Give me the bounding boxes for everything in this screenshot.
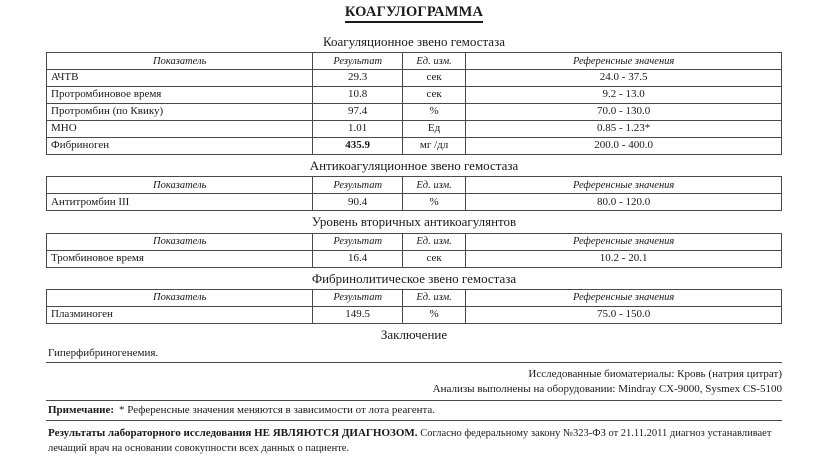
- results-table: [46, 176, 782, 211]
- conclusion-text: Гиперфибриногенемия.: [46, 346, 782, 363]
- section-heading: Коагуляционное звено гемостаза: [323, 33, 505, 49]
- column-header-result: Результат: [313, 177, 402, 194]
- table-header-row: [47, 53, 782, 70]
- results-table: [46, 233, 782, 268]
- disclaimer-block: [46, 426, 782, 457]
- table-row: [47, 121, 782, 138]
- cell-indicator-name: Протромбиновое время: [47, 87, 313, 104]
- column-header-reference: Референсные значения: [466, 233, 782, 250]
- section-heading: Фибринолитическое звено гемостаза: [311, 270, 517, 286]
- table-header-row: [47, 177, 782, 194]
- cell-unit: %: [402, 306, 465, 323]
- table-header-row: [47, 289, 782, 306]
- column-header-reference: Референсные значения: [466, 289, 782, 306]
- cell-reference-range: 75.0 - 150.0: [466, 306, 782, 323]
- results-table: [46, 52, 782, 155]
- section-heading: Антикоагуляционное звено гемостаза: [309, 158, 519, 174]
- cell-unit: сек: [402, 70, 465, 87]
- column-header-name: Показатель: [47, 177, 313, 194]
- column-header-reference: Референсные значения: [466, 177, 782, 194]
- sections-container: [46, 33, 782, 324]
- page-title: [46, 0, 782, 21]
- cell-reference-range: 10.2 - 20.1: [466, 250, 782, 267]
- column-header-unit: Ед. изм.: [402, 233, 465, 250]
- cell-unit: %: [402, 104, 465, 121]
- cell-result-value: 29.3: [313, 70, 402, 87]
- cell-indicator-name: Антитромбин III: [47, 194, 313, 211]
- cell-indicator-name: МНО: [47, 121, 313, 138]
- cell-result-value: 16.4: [313, 250, 402, 267]
- table-row: [47, 194, 782, 211]
- cell-reference-range: 70.0 - 130.0: [466, 104, 782, 121]
- page-title-text: КОАГУЛОГРАММА: [345, 4, 483, 23]
- table-row: [47, 70, 782, 87]
- cell-reference-range: 0.85 - 1.23*: [466, 121, 782, 138]
- disclaimer-strong: Результаты лабораторного исследования НЕ ЯВЛЯЮТСЯ ДИАГНОЗОМ.: [48, 426, 418, 439]
- cell-indicator-name: АЧТВ: [47, 70, 313, 87]
- cell-result-value: 149.5: [313, 306, 402, 323]
- column-header-reference: Референсные значения: [466, 53, 782, 70]
- column-header-name: Показатель: [47, 53, 313, 70]
- conclusion-heading: Заключение: [380, 326, 448, 342]
- cell-unit: %: [402, 194, 465, 211]
- cell-unit: сек: [402, 87, 465, 104]
- cell-reference-range: 80.0 - 120.0: [466, 194, 782, 211]
- column-header-result: Результат: [313, 233, 402, 250]
- equipment-line: Анализы выполнены на оборудовании: Mindray CX-9000, Sysmex CS-5100: [432, 383, 782, 396]
- cell-unit: Ед: [402, 121, 465, 138]
- note-label: Примечание:: [48, 403, 115, 416]
- cell-indicator-name: Фибриноген: [47, 138, 313, 155]
- table-row: [47, 104, 782, 121]
- column-header-unit: Ед. изм.: [402, 177, 465, 194]
- column-header-result: Результат: [313, 53, 402, 70]
- column-header-unit: Ед. изм.: [402, 289, 465, 306]
- cell-unit: сек: [402, 250, 465, 267]
- meta-block: [46, 367, 782, 400]
- cell-result-value: 97.4: [313, 104, 402, 121]
- cell-reference-range: 200.0 - 400.0: [466, 138, 782, 155]
- column-header-unit: Ед. изм.: [402, 53, 465, 70]
- table-row: [47, 138, 782, 155]
- column-header-name: Показатель: [47, 289, 313, 306]
- cell-result-value: 435.9: [313, 138, 402, 155]
- results-table: [46, 289, 782, 324]
- column-header-result: Результат: [313, 289, 402, 306]
- section-heading: Уровень вторичных антикоагулянтов: [311, 214, 517, 230]
- cell-reference-range: 24.0 - 37.5: [466, 70, 782, 87]
- disclaimer-rest: Согласно федеральному закону №323-ФЗ от 21.11.2011 диагноз устанавливает лечащий врач на основании совокупности всех данных о пациенте.: [48, 427, 772, 455]
- cell-indicator-name: Плазминоген: [47, 306, 313, 323]
- column-header-name: Показатель: [47, 233, 313, 250]
- cell-reference-range: 9.2 - 13.0: [466, 87, 782, 104]
- cell-unit: мг /дл: [402, 138, 465, 155]
- biomaterial-line: Исследованные биоматериалы: Кровь (натрия цитрат): [528, 368, 782, 381]
- note-block: [46, 400, 782, 421]
- cell-result-value: 10.8: [313, 87, 402, 104]
- cell-indicator-name: Тромбиновое время: [47, 250, 313, 267]
- table-header-row: [47, 233, 782, 250]
- cell-result-value: 1.01: [313, 121, 402, 138]
- table-row: [47, 87, 782, 104]
- note-text: * Референсные значения меняются в зависимости от лота реагента.: [119, 403, 436, 416]
- table-row: [47, 250, 782, 267]
- table-row: [47, 306, 782, 323]
- cell-result-value: 90.4: [313, 194, 402, 211]
- cell-indicator-name: Протромбин (по Квику): [47, 104, 313, 121]
